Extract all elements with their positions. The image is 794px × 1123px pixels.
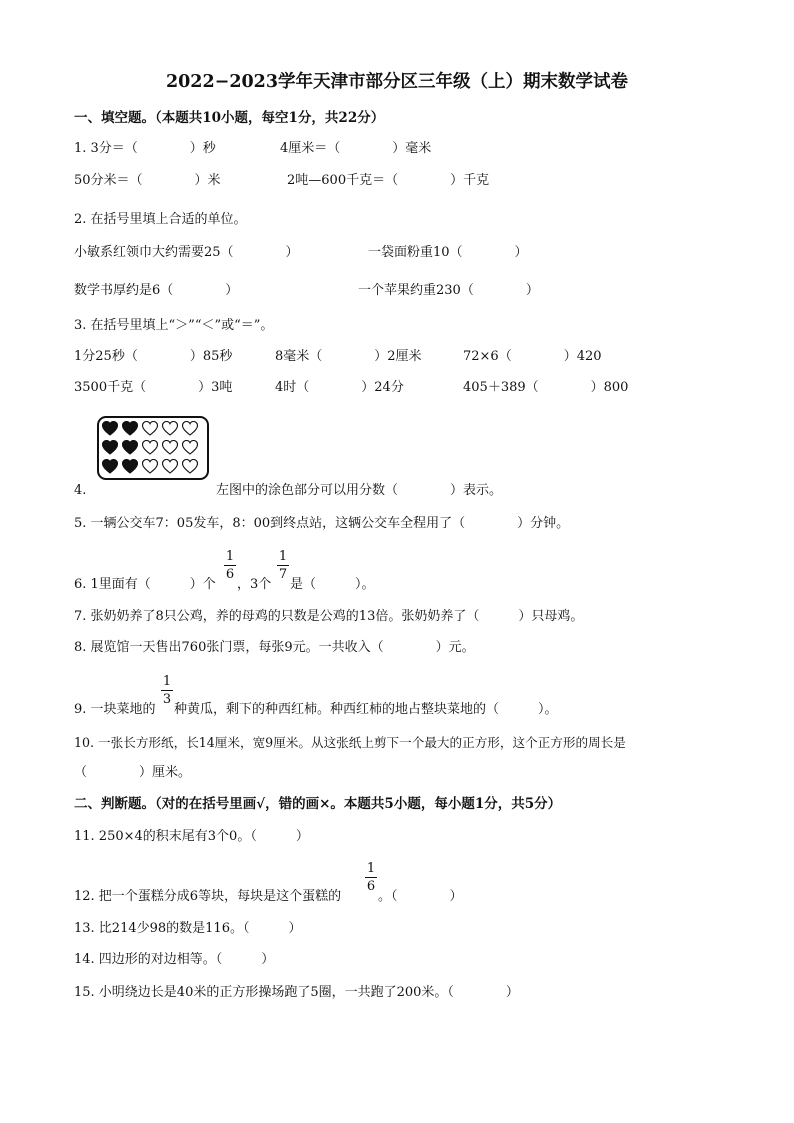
q1-part-c: 50分米＝（ ）米 bbox=[74, 173, 221, 188]
fraction-bar bbox=[365, 877, 377, 878]
heart-grid-figure bbox=[97, 416, 209, 480]
q2-stem: 2. 在括号里填上合适的单位。 bbox=[74, 212, 247, 227]
heart-filled-icon bbox=[122, 421, 138, 436]
q9-part-b: 种黄瓜，剩下的种西红柿。种西红柿的地占整块菜地的（ ）。 bbox=[174, 702, 558, 717]
q2-part-a: 小敏系红领巾大约需要25（ ） bbox=[74, 245, 299, 260]
q12-fraction-one-sixth bbox=[365, 862, 377, 894]
heart-outline-icon bbox=[162, 459, 178, 474]
q4-text: 左图中的涂色部分可以用分数（ ）表示。 bbox=[216, 483, 503, 498]
q10-line-2: （ ）厘米。 bbox=[74, 765, 192, 780]
q3-part-c: 72×6（ ）420 bbox=[463, 349, 602, 364]
q3-part-a: 1分25秒（ ）85秒 bbox=[74, 349, 233, 364]
heart-outline-icon bbox=[162, 440, 178, 455]
q12-part-b: 。（ ） bbox=[378, 889, 463, 904]
q6-fraction-one-seventh bbox=[277, 550, 289, 582]
fraction-bar bbox=[224, 565, 236, 566]
q9-part-a: 9. 一块菜地的 bbox=[74, 702, 156, 717]
q7-text: 7. 张奶奶养了8只公鸡，养的母鸡的只数是公鸡的13倍。张奶奶养了（ ）只母鸡。 bbox=[74, 609, 584, 624]
q3-part-b: 8毫米（ ）2厘米 bbox=[275, 349, 422, 364]
page-title: 2022−2023学年天津市部分区三年级（上）期末数学试卷 bbox=[165, 72, 629, 92]
q9-fraction-one-third bbox=[161, 675, 173, 707]
heart-outline-icon bbox=[182, 440, 198, 455]
heart-filled-icon bbox=[122, 459, 138, 474]
fraction-numerator: 1 bbox=[225, 549, 235, 564]
q3-part-e: 4时（ ）24分 bbox=[275, 380, 404, 395]
heart-filled-icon bbox=[102, 459, 118, 474]
fraction-numerator: 1 bbox=[162, 674, 172, 689]
heart-outline-icon bbox=[142, 459, 158, 474]
q6-part-a: 6. 1里面有（ ）个 bbox=[74, 577, 216, 592]
q2-part-b: 一袋面粉重10（ ） bbox=[368, 245, 528, 260]
heart-filled-icon bbox=[122, 440, 138, 455]
fraction-denominator: 6 bbox=[366, 879, 376, 894]
fraction-bar bbox=[161, 690, 173, 691]
q1-part-d: 2吨—600千克＝（ ）千克 bbox=[287, 173, 490, 188]
fraction-denominator: 7 bbox=[278, 567, 288, 582]
q6-part-c: 是（ ）。 bbox=[290, 577, 375, 592]
fraction-numerator: 1 bbox=[278, 549, 288, 564]
heart-outline-icon bbox=[182, 459, 198, 474]
fraction-denominator: 3 bbox=[162, 692, 172, 707]
q2-part-c: 数学书厚约是6（ ） bbox=[74, 283, 239, 298]
section-heading-true-false: 二、判断题。（对的在括号里画√，错的画×。本题共5小题，每小题1分，共5分） bbox=[74, 796, 562, 812]
q5-text: 5. 一辆公交车7：05发车，8：00到终点站，这辆公交车全程用了（ ）分钟。 bbox=[74, 516, 570, 531]
section-heading-fill-in: 一、填空题。（本题共10小题，每空1分，共22分） bbox=[74, 110, 385, 126]
q1-part-a: 1. 3分＝（ ）秒 bbox=[74, 141, 216, 156]
q6-fraction-one-sixth bbox=[224, 550, 236, 582]
q3-part-d: 3500千克（ ）3吨 bbox=[74, 380, 233, 395]
fraction-denominator: 6 bbox=[225, 567, 235, 582]
q4-number: 4. bbox=[74, 483, 87, 498]
q14-text: 14. 四边形的对边相等。（ ） bbox=[74, 952, 275, 967]
heart-outline-icon bbox=[142, 440, 158, 455]
q8-text: 8. 展览馆一天售出760张门票，每张9元。一共收入（ ）元。 bbox=[74, 640, 475, 655]
q1-part-b: 4厘米＝（ ）毫米 bbox=[280, 141, 432, 156]
q15-text: 15. 小明绕边长是40米的正方形操场跑了5圈，一共跑了200米。（ ） bbox=[74, 985, 519, 1000]
heart-outline-icon bbox=[182, 421, 198, 436]
fraction-numerator: 1 bbox=[366, 861, 376, 876]
heart-outline-icon bbox=[142, 421, 158, 436]
q6-part-b: ，3个 bbox=[237, 577, 272, 592]
heart-filled-icon bbox=[102, 440, 118, 455]
q2-part-d: 一个苹果约重230（ ） bbox=[358, 283, 539, 298]
q13-text: 13. 比214少98的数是116。（ ） bbox=[74, 921, 302, 936]
q3-part-f: 405＋389（ ）800 bbox=[463, 380, 629, 395]
q3-stem: 3. 在括号里填上“＞”“＜”或“＝”。 bbox=[74, 318, 274, 333]
heart-filled-icon bbox=[102, 421, 118, 436]
q11-text: 11. 250×4的积末尾有3个0。（ ） bbox=[74, 829, 309, 844]
heart-outline-icon bbox=[162, 421, 178, 436]
q12-part-a: 12. 把一个蛋糕分成6等块，每块是这个蛋糕的 bbox=[74, 889, 342, 904]
fraction-bar bbox=[277, 565, 289, 566]
q10-line-1: 10. 一张长方形纸，长14厘米，宽9厘米。从这张纸上剪下一个最大的正方形，这个正方形的周长是 bbox=[74, 735, 626, 750]
